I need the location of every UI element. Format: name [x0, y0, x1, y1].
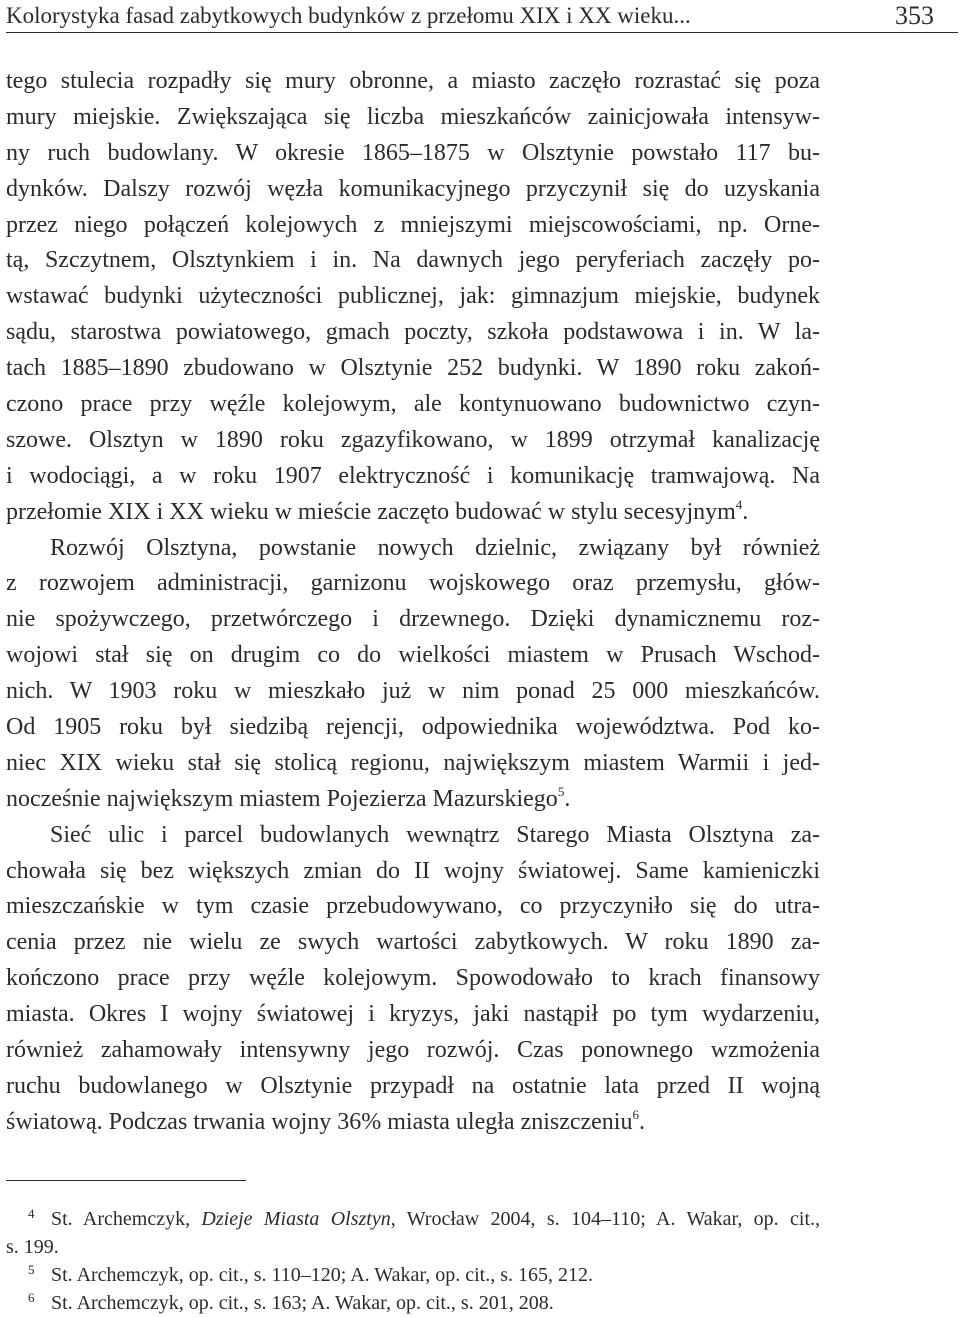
text-line: miasta. Okres I wojny światowej i kryzys, jaki nastąpił po tym wydarzeniu,	[6, 1001, 820, 1028]
text-line: niec XIX wieku stał się stolicą regionu, największym miastem Warmii i jed-	[6, 749, 820, 776]
text-line: mury miejskie. Zwiększająca się liczba mieszkańców zainicjowała intensyw-	[6, 103, 820, 130]
footnote-author: St. Archemczyk,	[51, 1208, 202, 1230]
text-line: tą, Szczytnem, Olsztynkiem i in. Na dawnych jego peryferiach zaczęły po-	[6, 247, 820, 274]
text-line: ny ruch budowlany. W okresie 1865–1875 w Olsztynie powstało 117 bu-	[6, 139, 820, 166]
footnote-reference: 5	[557, 783, 565, 799]
footnotes	[6, 1205, 820, 1317]
text-line: Od 1905 roku był siedzibą rejencji, odpowiednika województwa. Pod ko-	[6, 714, 820, 741]
body-text	[6, 64, 820, 1141]
text-line: nocześnie największym miastem Pojezierza Mazurskiego	[6, 785, 558, 812]
footnote-separator	[6, 1180, 246, 1181]
paragraph-last-line	[6, 1105, 820, 1141]
text-line: wojowi stał się on drugim co do wielkości miastem w Prusach Wschod-	[6, 642, 820, 669]
text-line: sądu, starostwa powiatowego, gmach poczty, szkoła podstawowa i in. W la-	[6, 319, 820, 346]
text-line: nich. W 1903 roku w mieszkało już w nim ponad 25 000 mieszkańców.	[6, 678, 820, 705]
paragraph-last-line	[6, 782, 820, 818]
footnote-reference: 4	[735, 496, 743, 512]
text-line: nie spożywczego, przetwórczego i drzewnego. Dzięki dynamicznemu roz-	[6, 606, 820, 633]
footnote-book-title: Dzieje Miasta Olsztyn	[201, 1208, 391, 1230]
text-line: ruchu budowlanego w Olsztynie przypadł na ostatnie lata przed II wojną	[6, 1072, 820, 1099]
text-line: chowała się bez większych zmian do II wojny światowej. Same kamieniczki	[6, 857, 820, 884]
page-number: 353	[895, 1, 934, 30]
paragraph-last-line	[6, 495, 820, 531]
footnote-reference: 6	[632, 1106, 639, 1122]
text-line: i wodociągi, a w roku 1907 elektryczność i komunikację tramwajową. Na	[6, 462, 820, 489]
paragraph-first-line: Sieć ulic i parcel budowlanych wewnątrz Starego Miasta Olsztyna za-	[50, 821, 820, 848]
footnote-4-continuation: s. 199.	[6, 1236, 59, 1258]
punctuation: .	[742, 498, 749, 525]
footnote-5: 5 St. Archemczyk, op. cit., s. 110–120; A. Wakar, op. cit., s. 165, 212.	[28, 1262, 593, 1286]
footnote-text: St. Archemczyk, op. cit., s. 110–120; A. Wakar, op. cit., s. 165, 212.	[51, 1264, 593, 1286]
footnote-text: St. Archemczyk, op. cit., s. 163; A. Wakar, op. cit., s. 201, 208.	[51, 1292, 554, 1314]
text-line: szowe. Olsztyn w 1890 roku zgazyfikowano, w 1899 otrzymał kanalizację	[6, 426, 820, 453]
text-line: przez niego połączeń kolejowych z mniejszymi miejscowościami, np. Orne-	[6, 211, 820, 238]
text-line: z rozwojem administracji, garnizonu wojskowego oraz przemysłu, głów-	[6, 570, 820, 597]
text-line: mieszczańskie w tym czasie przebudowywano, co przyczyniło się do utra-	[6, 893, 820, 920]
text-line: czono prace przy węźle kolejowym, ale kontynuowano budownictwo czyn-	[6, 391, 820, 418]
footnote-4: 4 St. Archemczyk, Dzieje Miasta Olsztyn, Wrocław 2004, s. 104–110; A. Wakar, op. cit.,	[28, 1206, 821, 1230]
running-title: Kolorystyka fasad zabytkowych budynków z przełomu XIX i XX wieku...	[6, 3, 691, 28]
text-line: tego stulecia rozpadły się mury obronne, a miasto zaczęło rozrastać się poza	[6, 68, 820, 94]
text-line: również zahamowały intensywny jego rozwój. Czas ponownego wzmożenia	[6, 1037, 820, 1064]
text-line: kończono prace przy węźle kolejowym. Spowodowało to krach finansowy	[6, 965, 820, 992]
text-line: wstawać budynki użyteczności publicznej, jak: gimnazjum miejskie, budynek	[6, 283, 820, 310]
footnote-6: 6 St. Archemczyk, op. cit., s. 163; A. Wakar, op. cit., s. 201, 208.	[28, 1290, 554, 1314]
text-line: przełomie XIX i XX wieku w mieście zaczęto budować w stylu secesyjnym	[6, 498, 736, 525]
text-line: światową. Podczas trwania wojny 36% miasta uległa zniszczeniu	[6, 1108, 633, 1135]
running-header	[6, 0, 958, 33]
footnote-text: , Wrocław 2004, s. 104–110; A. Wakar, op. cit.,	[390, 1208, 821, 1230]
text-line: dynków. Dalszy rozwój węzła komunikacyjnego przyczynił się do uzyskania	[6, 175, 820, 202]
punctuation: .	[638, 1108, 645, 1135]
punctuation: .	[564, 785, 571, 812]
text-line: tach 1885–1890 zbudowano w Olsztynie 252 budynki. W 1890 roku zakoń-	[6, 355, 820, 382]
paragraph-first-line: Rozwój Olsztyna, powstanie nowych dzielnic, związany był również	[50, 534, 820, 561]
text-line: cenia przez nie wielu ze swych wartości zabytkowych. W roku 1890 za-	[6, 929, 820, 956]
